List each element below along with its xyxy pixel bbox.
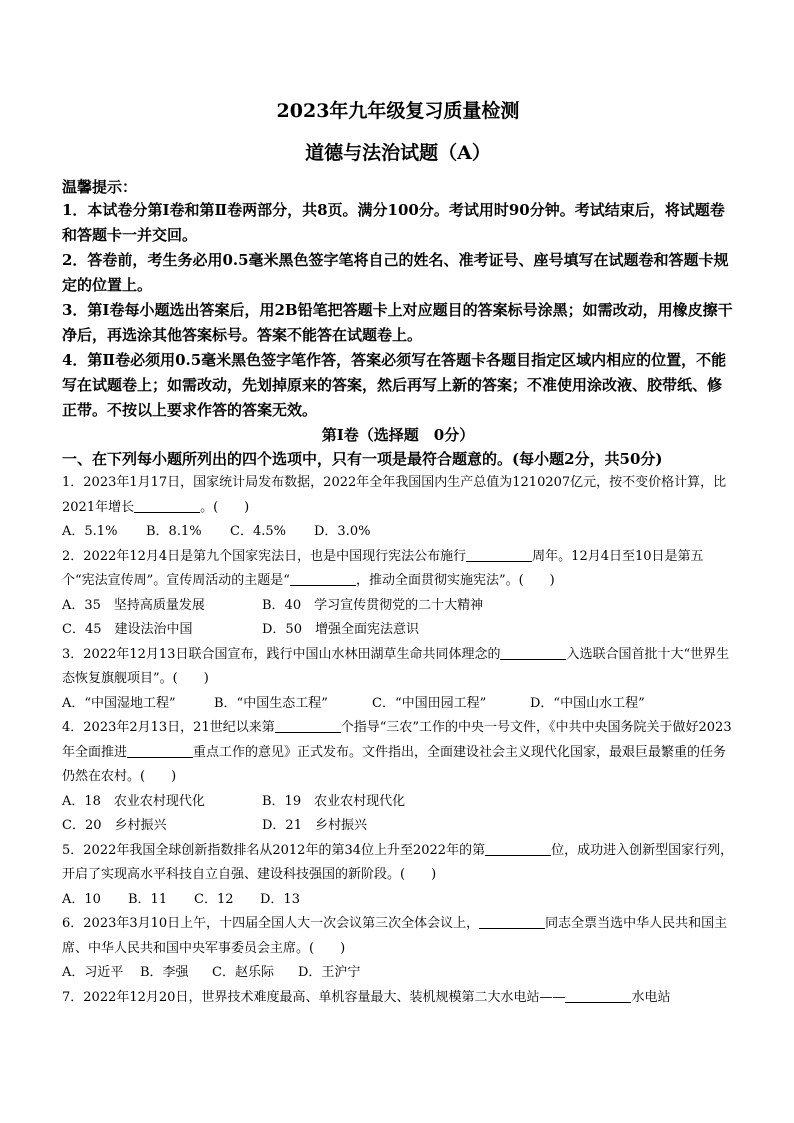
answer-blank <box>500 645 566 660</box>
option: A．18 农业农村现代化 <box>62 793 205 809</box>
option: B．40 学习宣传贯彻党的二十大精神 <box>262 597 484 613</box>
options-row <box>62 692 734 717</box>
option: B．11 <box>128 891 168 907</box>
option: B．19 农业农村现代化 <box>262 793 406 809</box>
question-text: 入选联合国首批十大“世界生态恢复旗舰项目”。( ) <box>62 646 730 686</box>
tip-item: 2．答卷前，考生务必用0.5毫米黑色签字笔将自己的姓名、准考证号、座号填写在试题卷和答题卡规定的位置上。 <box>62 251 729 294</box>
question-3 <box>62 643 734 692</box>
answer-blank <box>485 841 551 856</box>
question-7 <box>62 986 734 1011</box>
question-text: 6．2023年3月10日上午，十四届全国人大一次会议第三次全体会议上， <box>62 916 480 931</box>
option: C．“中国田园工程” <box>372 695 487 711</box>
option: B．8.1% <box>146 524 202 539</box>
option: C．赵乐际 <box>212 965 274 980</box>
tip-item: 1．本试卷分第Ⅰ卷和第Ⅱ卷两部分，共8页。满分100分。考试用时90分钟。考试结束后，将试题卷和答题卡一并交回。 <box>62 201 725 244</box>
answer-blank <box>466 547 532 562</box>
question-text: ，推动全面贯彻实施宪法”。( ) <box>355 573 555 588</box>
tip-item: 4．第Ⅱ卷必须用0.5毫米黑色签字笔作答，答案必须写在答题卡各题目指定区域内相应的位置，不能写在试题卷上；如需改动，先划掉原来的答案，然后再写上新的答案；不准使用涂改液、胶带纸、修正带。不按以上要求作答的答案无效。 <box>62 351 727 419</box>
exam-title: 2023年九年级复习质量检测 <box>276 100 520 122</box>
exam-page <box>62 96 734 1010</box>
options-row <box>62 790 734 815</box>
question-text: 3．2022年12月13日联合国宣布，践行中国山水林田湖草生命共同体理念的 <box>62 646 501 662</box>
question-text: 1．2023年1月17日，国家统计局发布数据，2022年全年我国国内生产总值为1210207亿元，按不变价格计算，比2021年增长 <box>62 475 727 515</box>
question-text: 。( ) <box>200 499 250 515</box>
options-row <box>62 618 734 643</box>
question-2 <box>62 545 734 594</box>
question-text: 7．2022年12月20日，世界技术难度最高、单机容量最大、装机规模第二大水电站—— <box>62 989 566 1005</box>
option: A．10 <box>62 891 101 907</box>
tips-heading: 温馨提示： <box>62 178 138 196</box>
question-text: 位，成功进入创新型国家行列，开启了实现高水平科技自立自强、建设科技强国的新阶段。( ) <box>62 842 734 882</box>
option: D．3.0% <box>314 524 371 539</box>
option: A．习近平 <box>62 965 124 980</box>
question-text: 周年。12月4日至10日是第五个“宪法宣传周”。宣传周活动的主题是“ <box>62 548 704 588</box>
option: C．4.5% <box>230 524 286 539</box>
options-row <box>62 520 734 545</box>
question-text: 5．2022年我国全球创新指数排名从2012年的第34位上升至2022年的第 <box>62 842 486 858</box>
section-instruction: 一、在下列每小题所列出的四个选项中，只有一项是最符合题意的。(每小题2分，共50分) <box>62 450 663 468</box>
option: D．“中国山水工程” <box>530 695 645 711</box>
options-row <box>62 814 734 839</box>
tip-item: 3．第Ⅰ卷每小题选出答案后，用2B铅笔把答题卡上对应题目的答案标号涂黑；如需改动，用橡皮擦干净后，再选涂其他答案标号。答案不能答在试题卷上。 <box>62 301 733 344</box>
options-row <box>62 961 734 986</box>
question-1 <box>62 471 734 520</box>
question-text: 水电站 <box>631 989 671 1005</box>
option: D．21 乡村振兴 <box>262 818 367 833</box>
question-text: 个指导“三农”工作的中央一号文件，《中共中央国务院关于做好2023年全面推进 <box>62 720 732 760</box>
option: D．50 增强全面宪法意识 <box>262 622 419 637</box>
question-4 <box>62 716 734 790</box>
answer-blank <box>127 743 193 758</box>
question-text: 4．2023年2月13日，21世纪以来第 <box>62 720 275 735</box>
question-text: 重点工作的意见》正式发布。文件指出，全面建设社会主义现代化国家，最艰巨最繁重的任务仍然在农村。( ) <box>62 744 727 784</box>
option: D．王沪宁 <box>298 965 361 980</box>
question-text: 2．2022年12月4日是第九个国家宪法日，也是中国现行宪法公布施行 <box>62 548 467 564</box>
option: A．“中国湿地工程” <box>62 695 176 711</box>
option: C．12 <box>194 891 234 907</box>
answer-blank <box>565 988 631 1003</box>
answer-blank <box>479 914 545 929</box>
options-row <box>62 594 734 619</box>
question-6 <box>62 912 734 961</box>
options-row <box>62 888 734 913</box>
option: C．45 建设法治中国 <box>62 622 193 637</box>
option: C．20 乡村振兴 <box>62 818 167 833</box>
answer-blank <box>275 718 341 733</box>
exam-subtitle: 道德与法治试题（A） <box>305 142 491 164</box>
option: A．5.1% <box>62 524 118 539</box>
question-5 <box>62 839 734 888</box>
question-text: 同志全票当选中华人民共和国主席、中华人民共和国中央军事委员会主席。( ) <box>62 916 728 956</box>
option: B．“中国生态工程” <box>214 695 328 711</box>
answer-blank <box>134 498 200 513</box>
answer-blank <box>290 571 356 586</box>
option: D．13 <box>260 891 300 907</box>
section-title: 第Ⅰ卷（选择题 0分） <box>321 426 475 444</box>
option: B．李强 <box>140 965 189 980</box>
option: A．35 坚持高质量发展 <box>62 597 205 613</box>
